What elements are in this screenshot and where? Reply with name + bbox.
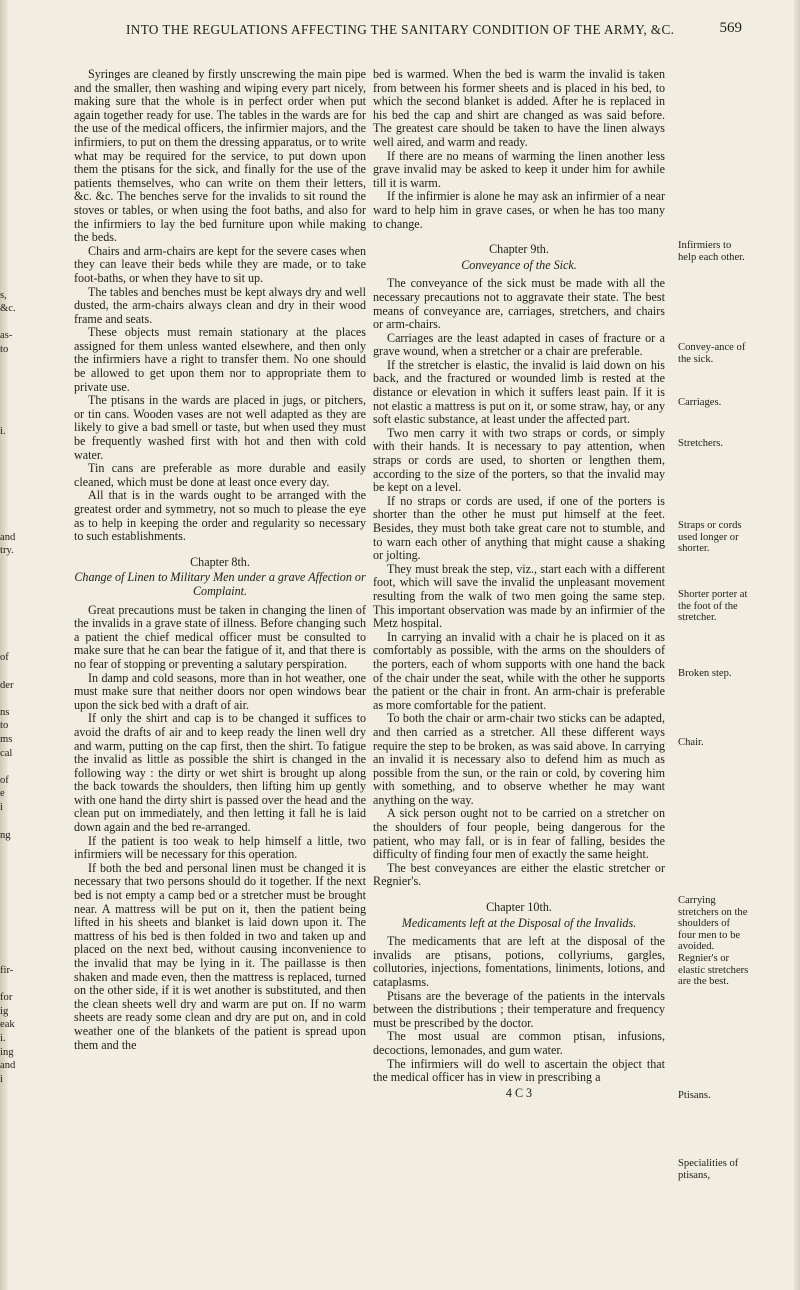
side-note: Carrying stretchers on the shoulders of four men to be avoided. Regnier's or elastic stretchers are the best. (678, 895, 749, 988)
paragraph: If the infirmier is alone he may ask an infirmier of a near ward to help him in grave cases, or when he has too many to change. (373, 189, 665, 231)
margin-fragment: for (0, 992, 13, 1003)
side-note: Specialities of ptisans, (678, 1158, 739, 1181)
margin-fragment: i. (0, 426, 6, 437)
margin-fragment: ng (0, 830, 11, 841)
margin-fragment: i (0, 802, 3, 813)
right-column (373, 68, 665, 1100)
paragraph: In damp and cold seasons, more than in hot weather, one must make sure that neither doors nor open windows bear upon the sick bed with a draft of air. (74, 670, 366, 712)
margin-fragment: try. (0, 545, 14, 556)
paragraph: If only the shirt and cap is to be changed it suffices to avoid the drafts of air and to keep ready the linen well dry and warm, putting on the cap first, then the shirt. To fatigue the invalid as little as possible the shirt is changed in the following way : the dirty or wet shirt is brought up along the back towards the shoulders, then lifting him up gently with one hand the dirty shirt is passed over the head and the clean put on immediately, and then letting it fall he is laid down again and the bed re-arranged. (74, 711, 366, 835)
paragraph: The tables and benches must be kept always dry and well dusted, the arm-chairs always clean and dry in their wood frame and seats. (74, 284, 366, 326)
page-number: 569 (719, 20, 742, 36)
paragraph: To both the chair or arm-chair two sticks can be adapted, and then carried as a stretcher. All these different ways require the step to be broken, as was said above. In carrying an invalid it is necessary also to defend him as much as possible from the sun, or the rain or cold, by covering him with something, and to observe whether he may want anything on the way. (373, 711, 665, 807)
side-note: Carriages. (678, 397, 722, 408)
left-column (74, 68, 366, 1052)
side-note: Shorter porter at the foot of the stretcher. (678, 589, 748, 624)
side-note: Ptisans. (678, 1090, 711, 1101)
running-title: INTO THE REGULATIONS AFFECTING THE SANITARY CONDITION OF THE ARMY, &C. (126, 22, 675, 37)
chapter-heading: Chapter 8th. (190, 554, 250, 569)
paragraph: A sick person ought not to be carried on a stretcher on the shoulders of four people, being dangerous for the patient, who may fall, or is in fear of falling, besides the difficulty of finding four men of exactly the same height. (373, 806, 665, 862)
signature-mark: 4 C 3 (505, 1085, 533, 1100)
margin-fragment: &c. (0, 303, 16, 314)
chapter-heading: Chapter 9th. (489, 242, 549, 257)
paragraph: All that is in the wards ought to be arranged with the greatest order and symmetry, not so much to please the eye as to help in keeping the order and regularity so necessary to such establishments. (74, 488, 366, 544)
paragraph: Great precautions must be taken in changing the linen of the invalids in a grave state of illness. Before changing such a patient the chief medical officer must be consulted to make sure that he can bear the fatigue of it, and that there is no fear of stopping or preventing a salutary perspiration. (74, 602, 366, 671)
margin-fragment: i (0, 1074, 3, 1085)
margin-fragment: to (0, 720, 9, 731)
chapter-title: Conveyance of the Sick. (461, 257, 577, 272)
paragraph: If there are no means of warming the linen another less grave invalid may be asked to keep it under him for awhile till it is warm. (373, 148, 665, 190)
paragraph: Tin cans are preferable as more durable and easily cleaned, which must be done at least once every day. (74, 461, 366, 489)
paragraph: If no straps or cords are used, if one of the porters is shorter than the other he must put himself at the feet. Besides, they must both take great care not to stumble, and to warn each other of anything that might cause a shaking or jolting. (373, 493, 665, 563)
running-header (66, 20, 742, 44)
paragraph: Carriages are the least adapted in cases of fracture or a grave wound, when a stretcher or a chair are preferable. (373, 330, 665, 359)
paragraph: These objects must remain stationary at the places assigned for them unless wanted elsewhere, and then only the infirmiers have a right to transfer them. No one should be allowed to get upon them nor to appropriate them to private use. (74, 325, 366, 394)
paragraph: In carrying an invalid with a chair he is placed on it as comfortably as possible, with the arms on the shoulders of the porters, each of whom supports with one hand the back of the chair under the seat, while with the other he supports the patient or the chair in front. An arm-chair is preferable as more comfortable for the patient. (373, 629, 665, 712)
chapter-title: Change of Linen to Military Men under a grave Affection or Complaint. (74, 570, 366, 598)
margin-fragment: ing (0, 1047, 14, 1058)
paragraph: They must break the step, viz., start each with a different foot, which will save the invalid the unpleasant movement resulting from the walk of two men going the same step. This important observation was made by an infirmier of the Metz hospital. (373, 561, 665, 631)
page-edge-shadow (794, 0, 800, 1290)
paragraph: The ptisans in the wards are placed in jugs, or pitchers, or tin cans. Wooden vases are not well adapted as they are likely to give a bad smell or taste, but when used they must be frequently washed first with hot and then with cold water. (74, 393, 366, 462)
margin-fragment: to (0, 344, 9, 355)
margin-fragment: s, (0, 290, 7, 301)
paragraph: The best conveyances are either the elastic stretcher or Regnier's. (373, 860, 665, 889)
paragraph: The most usual are common ptisan, infusions, decoctions, lemonades, and gum water. (373, 1029, 665, 1057)
paragraph: The infirmiers will do well to ascertain the object that the medical officer has in view in prescribing a (373, 1056, 665, 1085)
chapter-heading: Chapter 10th. (486, 900, 552, 915)
margin-fragment: e (0, 788, 5, 799)
paragraph: bed is warmed. When the bed is warm the invalid is taken from between his former sheets and is placed in his bed, to which the second blanket is added. After he is replaced in his bed the cap and shirt are changed as was said before. The greatest care should be taken to have the linen always well aired, and warm and ready. (373, 67, 665, 149)
side-note: Stretchers. (678, 438, 724, 449)
margin-fragment: cal (0, 748, 13, 759)
page-binding-shadow (0, 0, 8, 1290)
paragraph: Two men carry it with two straps or cords, or simply with their hands. It is necessary to pay attention, when straps or cords are used, to shorten or lengthen them, according to the size of the porters, so that the invalid may be kept on a level. (373, 425, 665, 495)
paragraph: The conveyance of the sick must be made with all the necessary precautions not to aggravate their state. The best means of conveyance are, carriages, stretchers, and chairs or arm-chairs. (373, 276, 665, 332)
paragraph: If the stretcher is elastic, the invalid is laid down on his back, and the fractured or wounded limb is rested at the distance or elevation in which it suffers least pain. If it is not elastic a mattress is put on it, or some straw, hay, or any soft elastic substance, at least under the affected part. (373, 357, 665, 427)
margin-fragment: i. (0, 1033, 6, 1044)
margin-fragment: eak (0, 1019, 15, 1030)
margin-fragment: ig (0, 1006, 9, 1017)
paragraph: Syringes are cleaned by firstly unscrewing the main pipe and the smaller, then washing and wiping every part nicely, making sure that the whole is in perfect order when put again together ready for use. The tables in the wards are for the use of the medical officers, the infirmier majors, and the infirmiers, to put on them the dressing apparatus, or to write what may be required for the service, to put down upon them the ptisans for the sick, and finally for the use of the patients themselves, who can write on them their letters, &c. &c. The benches serve for the invalids to sit round the stoves or tables, or when using the foot baths, and also for the infirmiers to lay the bed furniture upon while making the beds. (74, 67, 366, 245)
paragraph: If both the bed and personal linen must be changed it is necessary that two persons should do it together. If the next bed is not empty a camp bed or a stretcher must be brought near. A mattress will be put on it, then the patient being lifted in his sheets and blanket is laid down upon it. The mattress of his bed is then folded in two and taken up and placed on the next bed, without causing inconvenience to the invalid that may be lying in it. The paillasse is then shaken and made even, then the mattress is replaced, turned on the other side, if it is wet another is substituted, and then the clean sheets well dry and warm are put on. If no warm sheets are ready some clean and dry are put on, and in cold weather one of the blankets of the patient is spread upon them and the (74, 860, 366, 1052)
paragraph: Ptisans are the beverage of the patients in the intervals between the distributions ; their temperature and frequency must be prescribed by the doctor. (373, 988, 665, 1030)
chapter-title: Medicaments left at the Disposal of the Invalids. (401, 915, 637, 930)
margin-fragment: ms (0, 734, 13, 745)
side-note: Convey-ance of the sick. (678, 342, 746, 365)
margin-fragment: of (0, 652, 9, 663)
side-note: Infirmiers to help each other. (678, 240, 745, 263)
margin-fragment: der (0, 680, 14, 691)
paragraph: Chairs and arm-chairs are kept for the severe cases when they can leave their beds while they are made, or to take foot-baths, or when they have to sit up. (74, 243, 366, 285)
side-note: Broken step. (678, 668, 732, 679)
paragraph: The medicaments that are left at the disposal of the invalids are ptisans, potions, collyriums, gargles, collutories, injections, fomentations, liniments, lotions, and cataplasms. (373, 934, 665, 989)
margin-fragment: as- (0, 330, 13, 341)
margin-fragment: ns (0, 707, 10, 718)
margin-fragment: and (0, 1060, 16, 1071)
side-note: Chair. (678, 737, 704, 748)
margin-fragment: and (0, 532, 16, 543)
margin-fragment: fir- (0, 965, 14, 976)
margin-fragment: of (0, 775, 9, 786)
paragraph: If the patient is too weak to help himself a little, two infirmiers will be necessary for this operation. (74, 833, 366, 862)
side-note: Straps or cords used longer or shorter. (678, 520, 742, 555)
